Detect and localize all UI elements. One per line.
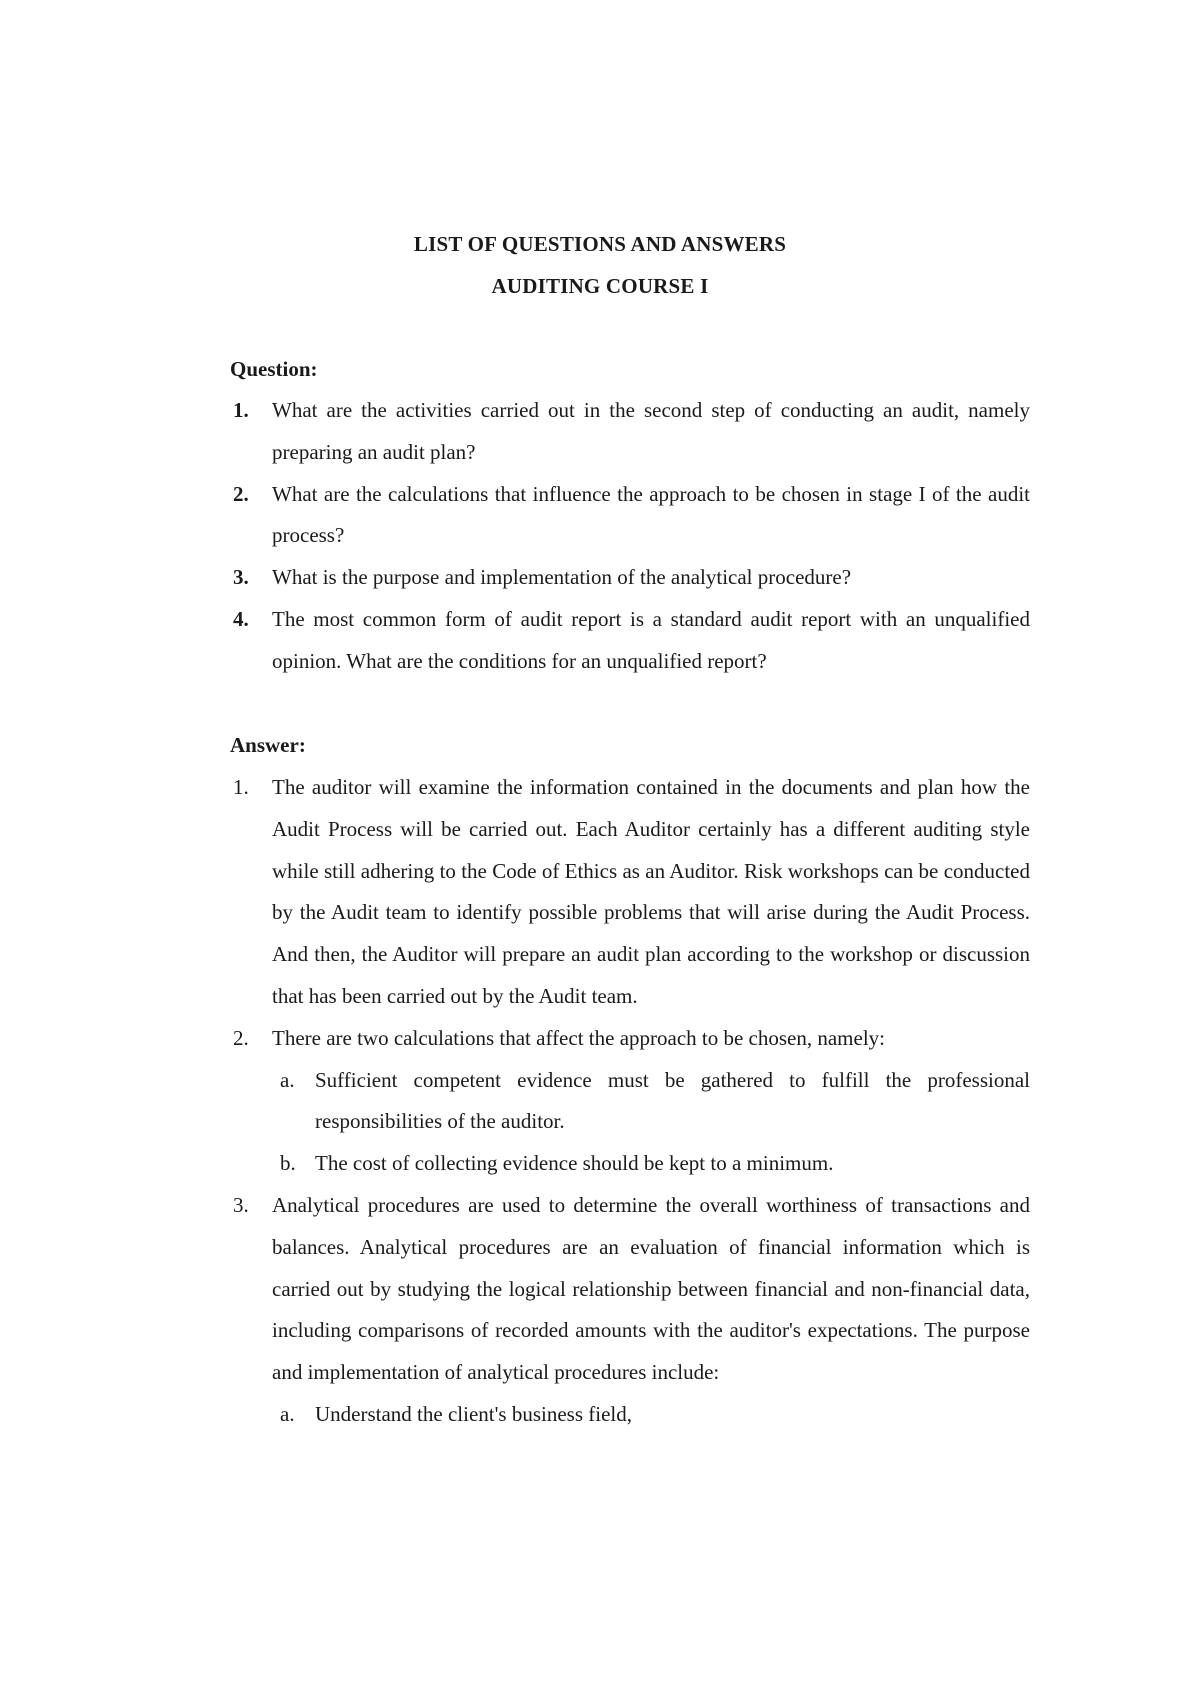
question-list	[230, 390, 1030, 683]
subitem-text: The cost of collecting evidence should be kept to a minimum.	[315, 1151, 834, 1176]
question-text: What are the calculations that influence the approach to be chosen in stage I of the audit process?	[272, 481, 1030, 548]
answer-number: 2.	[233, 1025, 249, 1050]
question-number: 1.	[233, 398, 249, 422]
subitem-letter: a.	[280, 1401, 295, 1426]
question-text: What is the purpose and implementation of the analytical procedure?	[272, 565, 852, 590]
question-item	[230, 474, 1030, 558]
question-number: 2.	[233, 481, 249, 506]
answer-text: Analytical procedures are used to determine the overall worthiness of transactions and balances. Analytical procedures are an evaluation of financial information which is carried out by studying the logical relationship between financial and non-financial data, including comparisons of recorded amounts with the auditor's expectations. The purpose and implementation of analytical procedures include:	[272, 1192, 1030, 1385]
question-text: The most common form of audit report is a standard audit report with an unqualified opinion. What are the conditions for an unqualified report?	[272, 606, 1030, 673]
answer-number: 1.	[233, 775, 249, 799]
subitem-letter: b.	[280, 1151, 296, 1176]
answer-list	[230, 767, 1030, 1436]
answer-text: There are two calculations that affect the approach to be chosen, namely:	[272, 1025, 886, 1050]
question-number: 4.	[233, 606, 249, 631]
document-subtitle: AUDITING COURSE I	[491, 274, 709, 298]
answer-sublist	[272, 1394, 1030, 1436]
question-item	[230, 390, 1030, 474]
answer-number: 3.	[233, 1192, 249, 1217]
answer-item	[230, 767, 1030, 1018]
subitem-text: Sufficient competent evidence must be gathered to fulfill the professional responsibilities of the auditor.	[315, 1067, 1030, 1134]
answer-subitem	[272, 1394, 1030, 1436]
answer-item	[230, 1018, 1030, 1185]
answer-item	[230, 1185, 1030, 1436]
answer-sublist	[272, 1060, 1030, 1185]
subitem-text: Understand the client's business field,	[315, 1401, 632, 1426]
question-item	[230, 557, 1030, 599]
answer-heading: Answer:	[230, 733, 306, 757]
question-text: What are the activities carried out in the second step of conducting an audit, namely preparing an audit plan?	[272, 398, 1030, 464]
question-heading: Question:	[230, 357, 318, 381]
answer-subitem	[272, 1143, 1030, 1185]
answer-text: The auditor will examine the information contained in the documents and plan how the Audit Process will be carried out. Each Auditor certainly has a different auditing style while still adhering to the Code of Ethics as an Auditor. Risk workshops can be conducted by the Audit team to identify possible problems that will arise during the Audit Process. And then, the Auditor will prepare an audit plan according to the workshop or discussion that has been carried out by the Audit team.	[272, 775, 1030, 1008]
question-item	[230, 599, 1030, 683]
subitem-letter: a.	[280, 1067, 295, 1092]
document-title: LIST OF QUESTIONS AND ANSWERS	[413, 232, 787, 256]
answer-subitem	[272, 1060, 1030, 1144]
question-number: 3.	[233, 565, 249, 590]
